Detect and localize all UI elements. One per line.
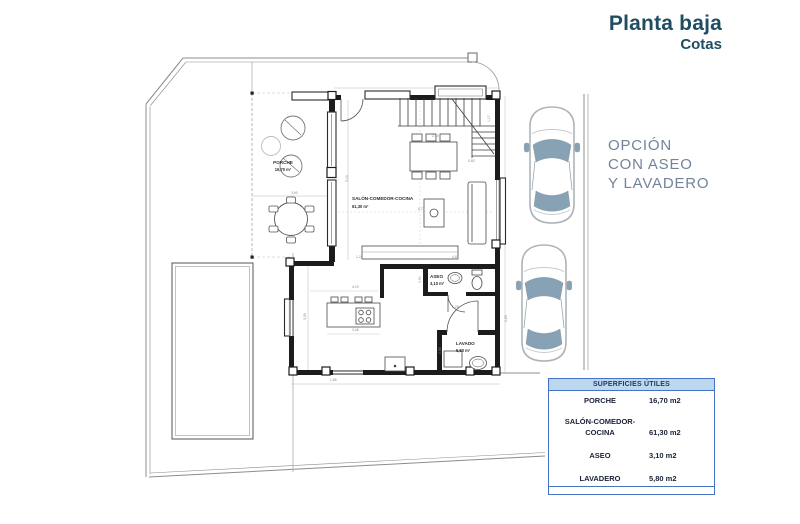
page-subtitle: Cotas [680, 36, 722, 54]
cars [516, 107, 580, 361]
dimension-label: 5,73 [418, 207, 425, 211]
areas-table [548, 378, 715, 495]
table-row-label: PORCHE [583, 396, 617, 405]
dimension-label: 0,90 [418, 276, 422, 283]
title-block [609, 13, 722, 53]
option-note-line: CON ASEO [608, 156, 693, 173]
plant-icon [281, 116, 305, 140]
table-row-label: ASEO [589, 451, 611, 460]
cooktop [356, 308, 374, 324]
aseo-area: 3,10 m² [430, 281, 445, 286]
dimension-label: 2,40 [432, 134, 439, 138]
washer [444, 351, 462, 367]
option-note-line: Y LAVADERO [608, 175, 710, 192]
salon-area: 61,30 m² [352, 204, 369, 209]
dimension-label: 1,28 [452, 305, 459, 309]
pool [172, 263, 253, 439]
kitchen-counter [362, 246, 458, 259]
dimension-label: 1,85 [330, 378, 337, 382]
dimension-label: 4,19 [352, 285, 359, 289]
dimension-label: 2,89 [504, 315, 508, 322]
table-row-label: SALÓN-COMEDOR- [564, 417, 636, 426]
table-row-value: 5,80 m2 [649, 474, 677, 483]
table-row-label: COCINA [585, 428, 615, 437]
salon-label: SALÓN-COMEDOR-COCINA [352, 196, 414, 201]
porche-area: 16,70 m² [274, 167, 292, 172]
appliance [385, 357, 405, 371]
sofa [468, 182, 486, 244]
lavadero-label: LAVADO [456, 341, 475, 346]
dimension-label: 3,59 [303, 313, 307, 320]
page-title: Planta baja [608, 12, 722, 35]
toilet-bowl [472, 277, 482, 290]
coffee-table [424, 199, 444, 227]
car-2 [516, 245, 572, 361]
dimension-label: 0,93 [438, 347, 442, 354]
dimension-label: 1,17 [487, 115, 491, 122]
option-note [608, 136, 709, 193]
areas-table-header: SUPERFICIES ÚTILES [549, 379, 714, 391]
table-row-value: 3,10 m2 [649, 451, 677, 460]
toilet-tank [472, 270, 482, 275]
table-row-label: LAVADERO [579, 474, 621, 483]
furniture [327, 134, 486, 371]
table-row-value: 61,30 m2 [649, 428, 681, 437]
round-table [275, 203, 308, 236]
option-note-line: OPCIÓN [608, 137, 672, 154]
dimension-label: 5,03 [345, 175, 349, 182]
dimension-label: 3,08 [352, 328, 359, 332]
plant-icon [262, 137, 281, 156]
entrance-door [341, 99, 363, 121]
dimension-label: 1,24 [356, 255, 363, 259]
dimension-label: 3,60 [291, 191, 298, 195]
car-1 [524, 107, 580, 223]
dimension-label: 4,81 [452, 255, 459, 259]
table-row-value: 16,70 m2 [649, 396, 681, 405]
dining-table [410, 142, 457, 171]
dimension-label: 0,80 [468, 159, 475, 163]
table-divider [549, 486, 714, 487]
porche-label: PORCHE [273, 160, 293, 165]
lavadero-area: 5,80 m² [456, 348, 471, 353]
aseo-label: ASEO [430, 274, 444, 279]
